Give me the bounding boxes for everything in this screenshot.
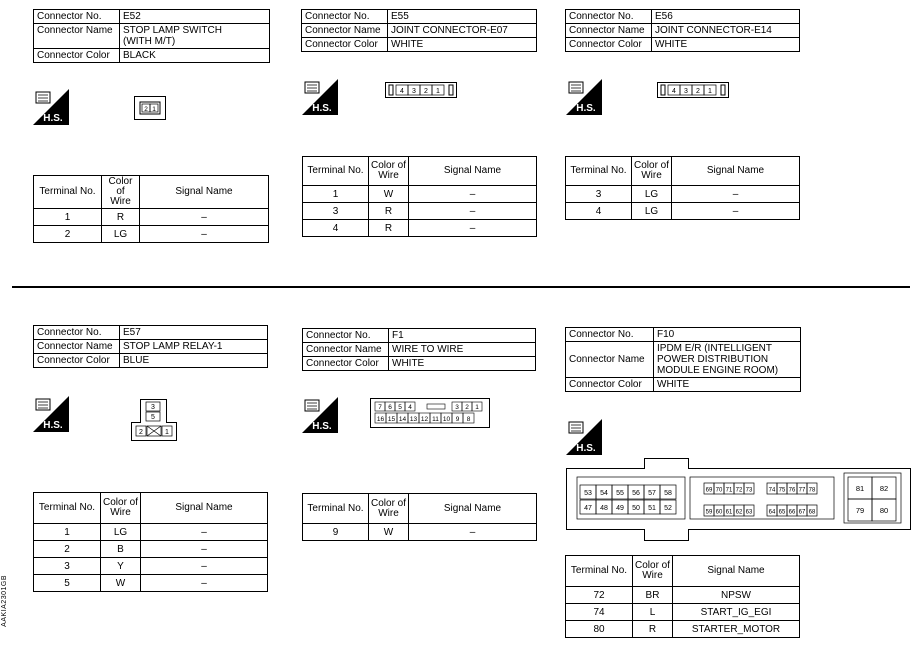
label: Connector Name (302, 24, 388, 38)
wire-color: W (369, 186, 409, 203)
connector-info-e52 (33, 9, 270, 63)
hs-badge-icon (302, 397, 338, 433)
terminal-no: 2 (34, 226, 102, 243)
terminal-no: 2 (34, 541, 101, 558)
header: Terminal No. (566, 157, 632, 186)
connector-no: E57 (120, 326, 268, 340)
connector-face-f10 (564, 457, 912, 543)
svg-text:1: 1 (475, 404, 479, 411)
svg-text:14: 14 (398, 416, 407, 423)
pin-label: 1 (152, 106, 156, 113)
connector-color: WHITE (652, 38, 800, 52)
label: Connector Color (34, 49, 120, 63)
svg-text:55: 55 (616, 490, 624, 497)
header: Color of Wire (633, 556, 673, 587)
terminal-no: 3 (303, 203, 369, 220)
signal: – (141, 541, 268, 558)
svg-text:2: 2 (139, 429, 143, 436)
svg-text:H.S.: H.S. (312, 421, 332, 432)
label: Connector No. (566, 10, 652, 24)
svg-text:74: 74 (768, 487, 776, 494)
terminal-table-f10 (565, 555, 800, 638)
svg-text:H.S.: H.S. (43, 420, 63, 431)
hs-label: H.S. (43, 113, 63, 124)
label: Connector No. (34, 326, 120, 340)
wire-color: LG (632, 203, 672, 220)
connector-info-f10 (565, 327, 801, 392)
connector-info-e57 (33, 325, 268, 368)
header: Signal Name (140, 176, 269, 209)
label: Connector Name (566, 24, 652, 38)
label: Connector No. (302, 10, 388, 24)
connector-color: WHITE (654, 378, 801, 392)
hs-badge-icon (33, 396, 69, 432)
svg-text:15: 15 (387, 416, 396, 423)
svg-text:51: 51 (648, 505, 656, 512)
label: Connector Color (566, 38, 652, 52)
signal: STARTER_MOTOR (673, 621, 800, 638)
label: Connector Color (34, 354, 120, 368)
connector-color: BLACK (120, 49, 270, 63)
terminal-no: 4 (566, 203, 632, 220)
connector-info-e55 (301, 9, 537, 52)
header: Signal Name (141, 493, 268, 524)
wire-color: BR (633, 587, 673, 604)
terminal-no: 74 (566, 604, 633, 621)
wire-color: R (633, 621, 673, 638)
connector-name: JOINT CONNECTOR-E14 (652, 24, 800, 38)
svg-text:9: 9 (455, 416, 460, 423)
svg-text:7: 7 (378, 404, 382, 411)
signal: – (409, 220, 537, 237)
svg-text:12: 12 (420, 416, 429, 423)
connector-no: E55 (388, 10, 537, 24)
wire-color: L (633, 604, 673, 621)
terminal-no: 80 (566, 621, 633, 638)
svg-text:66: 66 (788, 509, 796, 516)
svg-text:81: 81 (855, 484, 865, 493)
terminal-no: 5 (34, 575, 101, 592)
svg-text:62: 62 (735, 509, 743, 516)
terminal-table-e56 (565, 156, 800, 220)
svg-text:78: 78 (808, 487, 816, 494)
label: Connector No. (34, 10, 120, 24)
svg-text:10: 10 (442, 416, 451, 423)
svg-text:6: 6 (388, 404, 392, 411)
wire-color: Y (101, 558, 141, 575)
label: Connector Name (566, 342, 654, 378)
svg-text:13: 13 (409, 416, 418, 423)
svg-text:48: 48 (600, 505, 608, 512)
svg-text:3: 3 (455, 404, 459, 411)
connector-name: STOP LAMP RELAY-1 (120, 340, 268, 354)
svg-text:2: 2 (696, 88, 700, 95)
svg-text:71: 71 (725, 487, 733, 494)
label: Connector Color (302, 38, 388, 52)
signal: – (141, 558, 268, 575)
svg-text:54: 54 (600, 490, 608, 497)
terminal-no: 1 (34, 209, 102, 226)
connector-info-f1 (302, 328, 536, 371)
label: Connector Name (34, 340, 120, 354)
hs-badge-icon (566, 79, 602, 115)
label: Connector Name (34, 24, 120, 49)
terminal-table-f1 (302, 493, 537, 541)
signal: – (141, 524, 268, 541)
side-code: AAKIA2301GB (1, 575, 8, 627)
header: Signal Name (409, 494, 537, 524)
terminal-table-e55 (302, 156, 537, 237)
wire-color: W (101, 575, 141, 592)
svg-text:11: 11 (432, 416, 439, 423)
svg-text:75: 75 (778, 487, 786, 494)
svg-text:61: 61 (725, 509, 733, 516)
svg-text:16: 16 (376, 416, 385, 423)
header: Terminal No. (566, 556, 633, 587)
svg-text:60: 60 (715, 509, 723, 516)
svg-text:3: 3 (412, 88, 416, 95)
header: Color of Wire (101, 493, 141, 524)
signal: – (672, 186, 800, 203)
svg-text:3: 3 (151, 404, 155, 411)
signal: – (672, 203, 800, 220)
svg-text:1: 1 (708, 88, 712, 95)
header: Color of Wire (632, 157, 672, 186)
signal: – (409, 203, 537, 220)
connector-name: STOP LAMP SWITCH (WITH M/T) (120, 24, 270, 49)
terminal-no: 72 (566, 587, 633, 604)
header: Color of Wire (369, 157, 409, 186)
header: Color of Wire (102, 176, 140, 209)
svg-text:68: 68 (808, 509, 816, 516)
connector-face-e52 (134, 96, 166, 120)
svg-text:5: 5 (398, 404, 402, 411)
wire-color: B (101, 541, 141, 558)
connector-color: WHITE (389, 357, 536, 371)
signal: – (409, 524, 537, 541)
svg-text:1: 1 (165, 429, 169, 436)
connector-no: E52 (120, 10, 270, 24)
header: Terminal No. (303, 157, 369, 186)
terminal-no: 3 (566, 186, 632, 203)
svg-text:80: 80 (879, 506, 889, 515)
svg-text:70: 70 (715, 487, 723, 494)
header: Terminal No. (34, 176, 102, 209)
terminal-no: 1 (303, 186, 369, 203)
svg-text:H.S.: H.S. (312, 103, 332, 114)
label: Connector No. (566, 328, 654, 342)
svg-text:50: 50 (632, 505, 640, 512)
terminal-table-e52 (33, 175, 269, 243)
section-divider (12, 286, 910, 288)
connector-face-e56 (657, 82, 729, 98)
signal: – (409, 186, 537, 203)
header: Signal Name (672, 157, 800, 186)
header: Signal Name (409, 157, 537, 186)
svg-text:5: 5 (151, 414, 155, 421)
wire-color: R (102, 209, 140, 226)
connector-name: IPDM E/R (INTELLIGENT POWER DISTRIBUTION MODULE ENGINE ROOM) (654, 342, 801, 378)
terminal-table-e57 (33, 492, 268, 592)
svg-text:49: 49 (616, 505, 624, 512)
label: Connector Color (303, 357, 389, 371)
svg-text:H.S.: H.S. (576, 443, 596, 454)
header: Signal Name (673, 556, 800, 587)
signal: START_IG_EGI (673, 604, 800, 621)
svg-text:82: 82 (879, 484, 889, 493)
terminal-no: 1 (34, 524, 101, 541)
svg-text:56: 56 (632, 490, 640, 497)
svg-text:2: 2 (424, 88, 428, 95)
wire-color: R (369, 203, 409, 220)
header: Terminal No. (303, 494, 369, 524)
svg-text:77: 77 (798, 487, 806, 494)
header: Terminal No. (34, 493, 101, 524)
svg-text:4: 4 (400, 88, 404, 95)
svg-text:63: 63 (745, 509, 753, 516)
connector-info-e56 (565, 9, 800, 52)
svg-text:69: 69 (705, 487, 713, 494)
connector-face-e55 (385, 82, 457, 98)
svg-text:67: 67 (798, 509, 806, 516)
svg-text:H.S.: H.S. (576, 103, 596, 114)
svg-text:64: 64 (768, 509, 776, 516)
connector-color: WHITE (388, 38, 537, 52)
svg-text:2: 2 (465, 404, 469, 411)
connector-no: F10 (654, 328, 801, 342)
connector-no: F1 (389, 329, 536, 343)
svg-text:79: 79 (855, 506, 865, 515)
pin-label: 2 (144, 106, 148, 113)
wire-color: LG (101, 524, 141, 541)
terminal-no: 9 (303, 524, 369, 541)
svg-text:72: 72 (735, 487, 743, 494)
connector-name: JOINT CONNECTOR-E07 (388, 24, 537, 38)
svg-text:1: 1 (436, 88, 440, 95)
svg-text:4: 4 (408, 404, 412, 411)
wire-color: R (369, 220, 409, 237)
label: Connector No. (303, 329, 389, 343)
connector-name: WIRE TO WIRE (389, 343, 536, 357)
terminal-no: 3 (34, 558, 101, 575)
svg-text:52: 52 (664, 505, 672, 512)
connector-face-e57 (130, 396, 178, 442)
svg-text:59: 59 (705, 509, 713, 516)
wire-color: LG (102, 226, 140, 243)
connector-color: BLUE (120, 354, 268, 368)
terminal-no: 4 (303, 220, 369, 237)
svg-text:47: 47 (584, 505, 592, 512)
signal: – (140, 209, 269, 226)
signal: NPSW (673, 587, 800, 604)
svg-text:8: 8 (466, 416, 471, 423)
signal: – (140, 226, 269, 243)
svg-text:57: 57 (648, 490, 656, 497)
svg-text:76: 76 (788, 487, 796, 494)
svg-text:4: 4 (672, 88, 676, 95)
wire-color: W (369, 524, 409, 541)
svg-text:53: 53 (584, 490, 592, 497)
wire-color: LG (632, 186, 672, 203)
svg-text:65: 65 (778, 509, 786, 516)
svg-text:58: 58 (664, 490, 672, 497)
hs-badge-icon (33, 89, 69, 125)
header: Color of Wire (369, 494, 409, 524)
connector-face-f1 (370, 398, 490, 428)
signal: – (141, 575, 268, 592)
svg-text:3: 3 (684, 88, 688, 95)
hs-badge-icon (566, 419, 602, 455)
svg-text:73: 73 (745, 487, 753, 494)
label: Connector Name (303, 343, 389, 357)
label: Connector Color (566, 378, 654, 392)
connector-no: E56 (652, 10, 800, 24)
hs-badge-icon (302, 79, 338, 115)
